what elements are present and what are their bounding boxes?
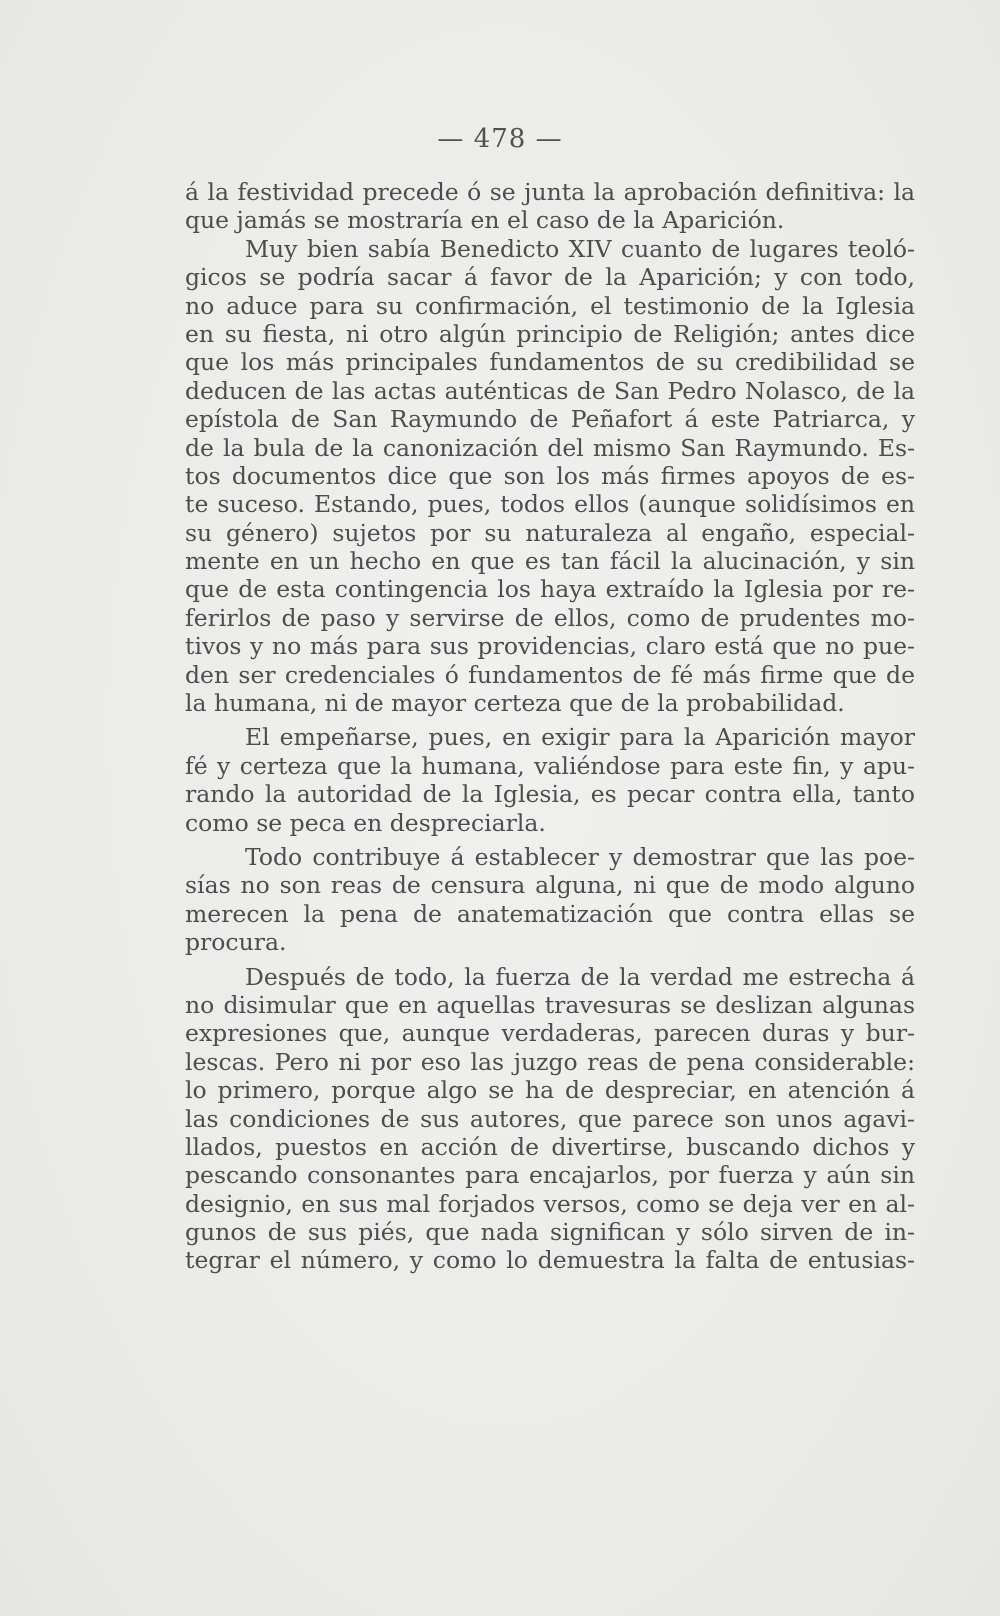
paragraph [185,723,915,837]
paragraph [185,235,915,718]
text-line: Muy bien sabía Benedicto XIV cuanto de lugares teoló- [245,234,915,263]
page-number: — 478 — [437,124,563,154]
paragraph [185,963,915,1275]
text-line: lo primero, porque algo se ha de despreciar, en atención á [185,1076,915,1105]
text-line: El empeñarse, pues, en exigir para la Aparición mayor [245,723,915,752]
text-line: no disimular que en aquellas travesuras se deslizan algunas [185,990,915,1019]
text-line: á la festividad precede ó se junta la aprobación definitiva: la [185,178,915,206]
text-line: tos documentos dice que son los más firmes apoyos de es- [185,461,915,490]
text-line: den ser credenciales ó fundamentos de fé más firme que de [185,660,915,689]
text-line: que de esta contingencia los haya extraído la Iglesia por re- [185,575,915,604]
text-line: como se peca en despreciarla. [185,808,546,837]
text-line: mente en un hecho en que es tan fácil la alucinación, y sin [185,547,915,576]
paragraph [185,178,915,235]
text-line: su género) sujetos por su naturaleza al engaño, especial- [185,518,915,547]
text-line: que los más principales fundamentos de su credibilidad se [185,348,915,377]
text-line: fé y certeza que la humana, valiéndose para este fin, y apu- [185,751,915,780]
text-line: la humana, ni de mayor certeza que de la probabilidad. [185,689,845,718]
text-line: te suceso. Estando, pues, todos ellos (aunque solidísimos en [185,490,915,519]
text-line: gicos se podría sacar á favor de la Aparición; y con todo, [185,263,915,292]
text-line: deducen de las actas auténticas de San Pedro Nolasco, de la [185,376,915,405]
body-text [185,178,915,1275]
text-line: ferirlos de paso y servirse de ellos, como de prudentes mo- [185,603,915,632]
text-line: Después de todo, la fuerza de la verdad me estrecha á [245,962,915,991]
text-line: lescas. Pero ni por eso las juzgo reas de pena considerable: [185,1047,915,1076]
text-line: no aduce para su confirmación, el testimonio de la Iglesia [185,291,915,320]
text-line: las condiciones de sus autores, que parece son unos agavi- [185,1104,915,1133]
text-line: en su fiesta, ni otro algún principio de Religión; antes dice [185,319,915,348]
text-line: de la bula de la canonización del mismo San Raymundo. Es- [185,433,915,462]
paragraph [185,843,915,957]
text-line: Todo contribuye á establecer y demostrar que las poe- [245,842,915,871]
text-line: tegrar el número, y como lo demuestra la falta de entusias- [185,1246,915,1275]
text-line: gunos de sus piés, que nada significan y sólo sirven de in- [185,1218,915,1247]
text-line: que jamás se mostraría en el caso de la Aparición. [185,206,785,235]
text-line: pescando consonantes para encajarlos, por fuerza y aún sin [185,1161,915,1190]
text-line: rando la autoridad de la Iglesia, es pecar contra ella, tanto [185,780,915,809]
text-line: epístola de San Raymundo de Peñafort á este Patriarca, y [185,405,915,434]
text-line: sías no son reas de censura alguna, ni que de modo alguno [185,871,915,900]
text-line: expresiones que, aunque verdaderas, parecen duras y bur- [185,1019,915,1048]
text-line: designio, en sus mal forjados versos, como se deja ver en al- [185,1189,915,1218]
text-line: tivos y no más para sus providencias, claro está que no pue- [185,632,915,661]
text-line: procura. [185,928,287,957]
text-line: llados, puestos en acción de divertirse, buscando dichos y [185,1132,915,1161]
text-line: merecen la pena de anatematización que contra ellas se [185,899,915,928]
